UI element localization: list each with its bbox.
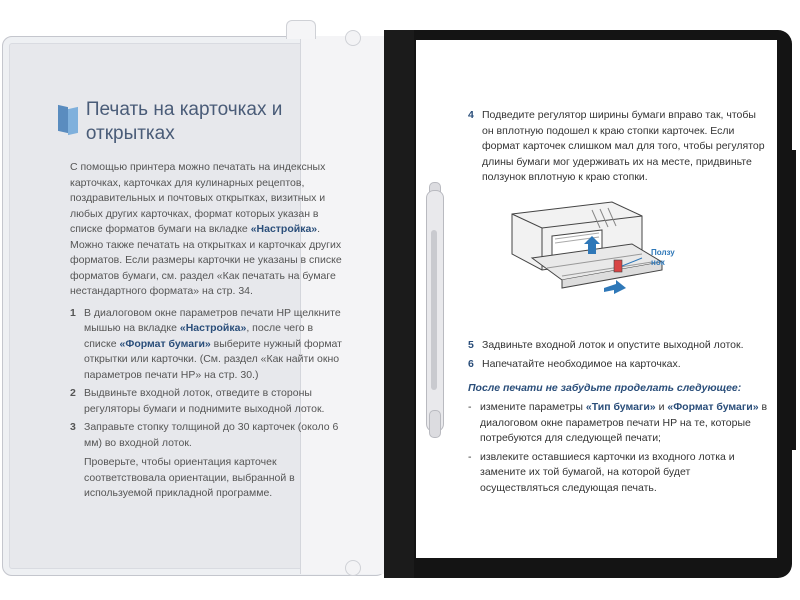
slider-label-line-1: Ползу <box>651 248 675 257</box>
printer-illustration <box>492 196 672 302</box>
step-fragment: , после чего в списке <box>84 322 314 350</box>
step-text <box>84 306 348 384</box>
bullet-dash: - <box>468 450 472 463</box>
step-body <box>84 386 348 417</box>
step-fragment: «Формат бумаги» <box>119 337 211 350</box>
section-title: Печать на карточках и открытках <box>85 99 283 144</box>
slider-label <box>651 248 675 268</box>
step-number: 3 <box>70 421 76 433</box>
step-fragment: Выдвиньте входной лоток, отведите в стороны регуляторы бумаги и поднимите выходной лоток. <box>84 387 325 415</box>
step-body <box>84 306 348 384</box>
after-print-subhead: После печати не забудьте проделать следующее: <box>468 381 742 394</box>
intro-fragment: С помощью принтера можно печатать на индексных карточках, карточках для кулинарных рецептов, поздравительных и почтовых открытках, визитных и любых других карточках, формат которых указан в списке форматов бумаги на вкладке <box>70 161 326 235</box>
clip-pin-bottom <box>429 410 441 438</box>
bullet-text <box>480 400 768 447</box>
list-item <box>468 400 768 447</box>
step-number: 2 <box>70 387 76 399</box>
step-fragment: В диалоговом окне параметров печати HP щелкните мышью на вкладке <box>84 306 341 334</box>
step-number: 6 <box>468 358 474 370</box>
bullet-fragment: в диалоговом окне параметров печати HP на те, которые потребуются для следующей печати; <box>480 401 768 444</box>
section-header <box>58 98 348 146</box>
bullet-text <box>480 450 768 497</box>
step-text: Напечатайте необходимое на карточках. <box>482 358 681 370</box>
bullet-fragment: и <box>655 401 668 413</box>
step-text <box>84 386 348 417</box>
step-text <box>84 420 348 451</box>
pocket-tab <box>286 20 316 39</box>
bullet-dash: - <box>468 401 472 413</box>
list-item <box>70 386 348 417</box>
binder-spine <box>384 30 414 578</box>
left-page <box>58 98 348 505</box>
binder-hole-top <box>345 30 361 46</box>
step-6 <box>468 357 768 373</box>
list-item <box>468 450 768 497</box>
bullet-fragment: «Тип бумаги» <box>585 401 656 413</box>
step-number: 1 <box>70 306 76 319</box>
step-body <box>84 420 348 502</box>
step-number: 5 <box>468 338 474 351</box>
after-print-list <box>468 400 768 496</box>
intro-fragment: . Можно также печатать на открытках и карточках других форматов. Если размеры карточки не указаны в списке форматов бумаги, см. раздел «Как печатать на бумаге нестандартного формата» на стр. 34. <box>70 223 342 297</box>
clip-slot <box>431 230 437 390</box>
step-text: Задвиньте входной лоток и опустите выходной лоток. <box>482 338 744 351</box>
binder-hole-bottom <box>345 560 361 576</box>
step-5 <box>468 338 768 354</box>
binder-clip[interactable] <box>420 190 448 430</box>
step-fragment: «Настройка» <box>179 322 247 334</box>
step-4 <box>468 108 768 186</box>
book-icon <box>58 106 78 134</box>
bullet-fragment: «Формат бумаги» <box>667 401 759 413</box>
list-item <box>70 420 348 502</box>
step-note: Проверьте, чтобы ориентация карточек соответствовала ориентации, выбранной в используемой прикладной программе. <box>84 456 295 499</box>
slider-label-line-2: нок <box>651 258 665 267</box>
step-fragment: Заправьте стопку толщиной до 30 карточек (около 6 мм) во входной лоток. <box>84 421 339 449</box>
intro-fragment: «Настройка» <box>250 223 318 235</box>
list-item <box>70 306 348 384</box>
left-steps-list <box>70 306 348 502</box>
step-text: Подведите регулятор ширины бумаги вправо так, чтобы он вплотную подошел к краю стопки карточек. Если формат карточек слишком мал для того, чтобы регулятор длины бумаги мог удерживать их на месте, придвиньте ползунок вплотную к краю стопки. <box>482 109 765 183</box>
step-fragment: выберите нужный формат открытки или карточки. (См. раздел «Как найти окно параметров печати HP» на стр. 30.) <box>84 337 342 381</box>
bullet-fragment: измените параметры <box>480 401 586 413</box>
step-number: 4 <box>468 109 474 121</box>
right-page-content <box>468 108 768 499</box>
intro-paragraph <box>70 160 348 300</box>
bullet-fragment: извлеките оставшиеся карточки из входного лотка и замените их той бумагой, на которой будет осуществляться следующая печать. <box>480 450 735 494</box>
